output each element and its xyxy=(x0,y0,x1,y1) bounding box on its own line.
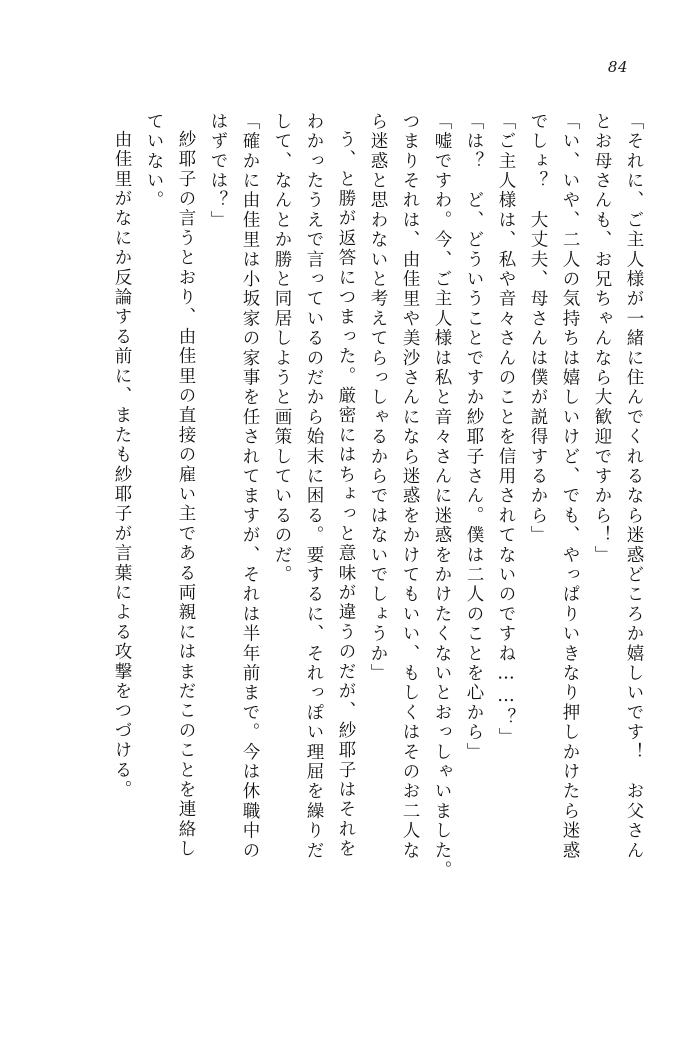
text-line: 「は？ ど、どういうことですか紗耶子さん。僕は二人のことを心から」 xyxy=(464,112,484,763)
text-line: 「ご主人様は、私や音々さんのことを信用されてないのですね……？」 xyxy=(496,112,516,748)
text-line: ら迷惑と思わないと考えてらっしゃるからではないでしょうか」 xyxy=(368,112,388,684)
text-line: でしょ？ 大丈夫、母さんは僕が説得するから」 xyxy=(528,112,548,546)
text-line: 「それに、ご主人様が一緒に住んでくれるなら迷惑どころか嬉しいです！ お父さん xyxy=(624,112,644,861)
text-line: とお母さんも、お兄ちゃんなら大歓迎ですから！」 xyxy=(592,112,612,566)
text-line: 紗耶子の言うとおり、由佳里の直接の雇い主である両親にはまだこのことを連絡し xyxy=(176,130,196,859)
text-line: う、と勝が返答につまった。厳密にはちょっと意味が違うのだが、紗耶子はそれを xyxy=(336,130,356,859)
page-number: 84 xyxy=(607,58,628,76)
text-line: 「確かに由佳里は小坂家の家事を任されてますが、それは半年前まで。今は休職中の xyxy=(240,112,260,861)
text-line: 「嘘ですわ。今、ご主人様は私と音々さんに迷惑をかけたくないとおっしゃいました。 xyxy=(432,112,452,881)
text-line: 由佳里がなにか反論する前に、またも紗耶子が言葉による攻撃をつづける。 xyxy=(112,130,132,800)
text-line: つまりそれは、由佳里や美沙さんになら迷惑をかけてもいい、もしくはそのお二人な xyxy=(400,112,420,861)
text-line: ていない。 xyxy=(144,112,164,211)
text-line: わかったうえで言っているのだから始末に困る。要するに、それっぽい理屈を繰りだ xyxy=(304,112,324,861)
text-line: して、なんとか勝と同居しようと画策しているのだ。 xyxy=(272,112,292,585)
vertical-text-block xyxy=(58,112,642,982)
text-line: はずでは？」 xyxy=(208,112,228,231)
text-line: 「い、いや、二人の気持ちは嬉しいけど、でも、やっぱりいきなり押しかけたら迷惑 xyxy=(560,112,580,861)
